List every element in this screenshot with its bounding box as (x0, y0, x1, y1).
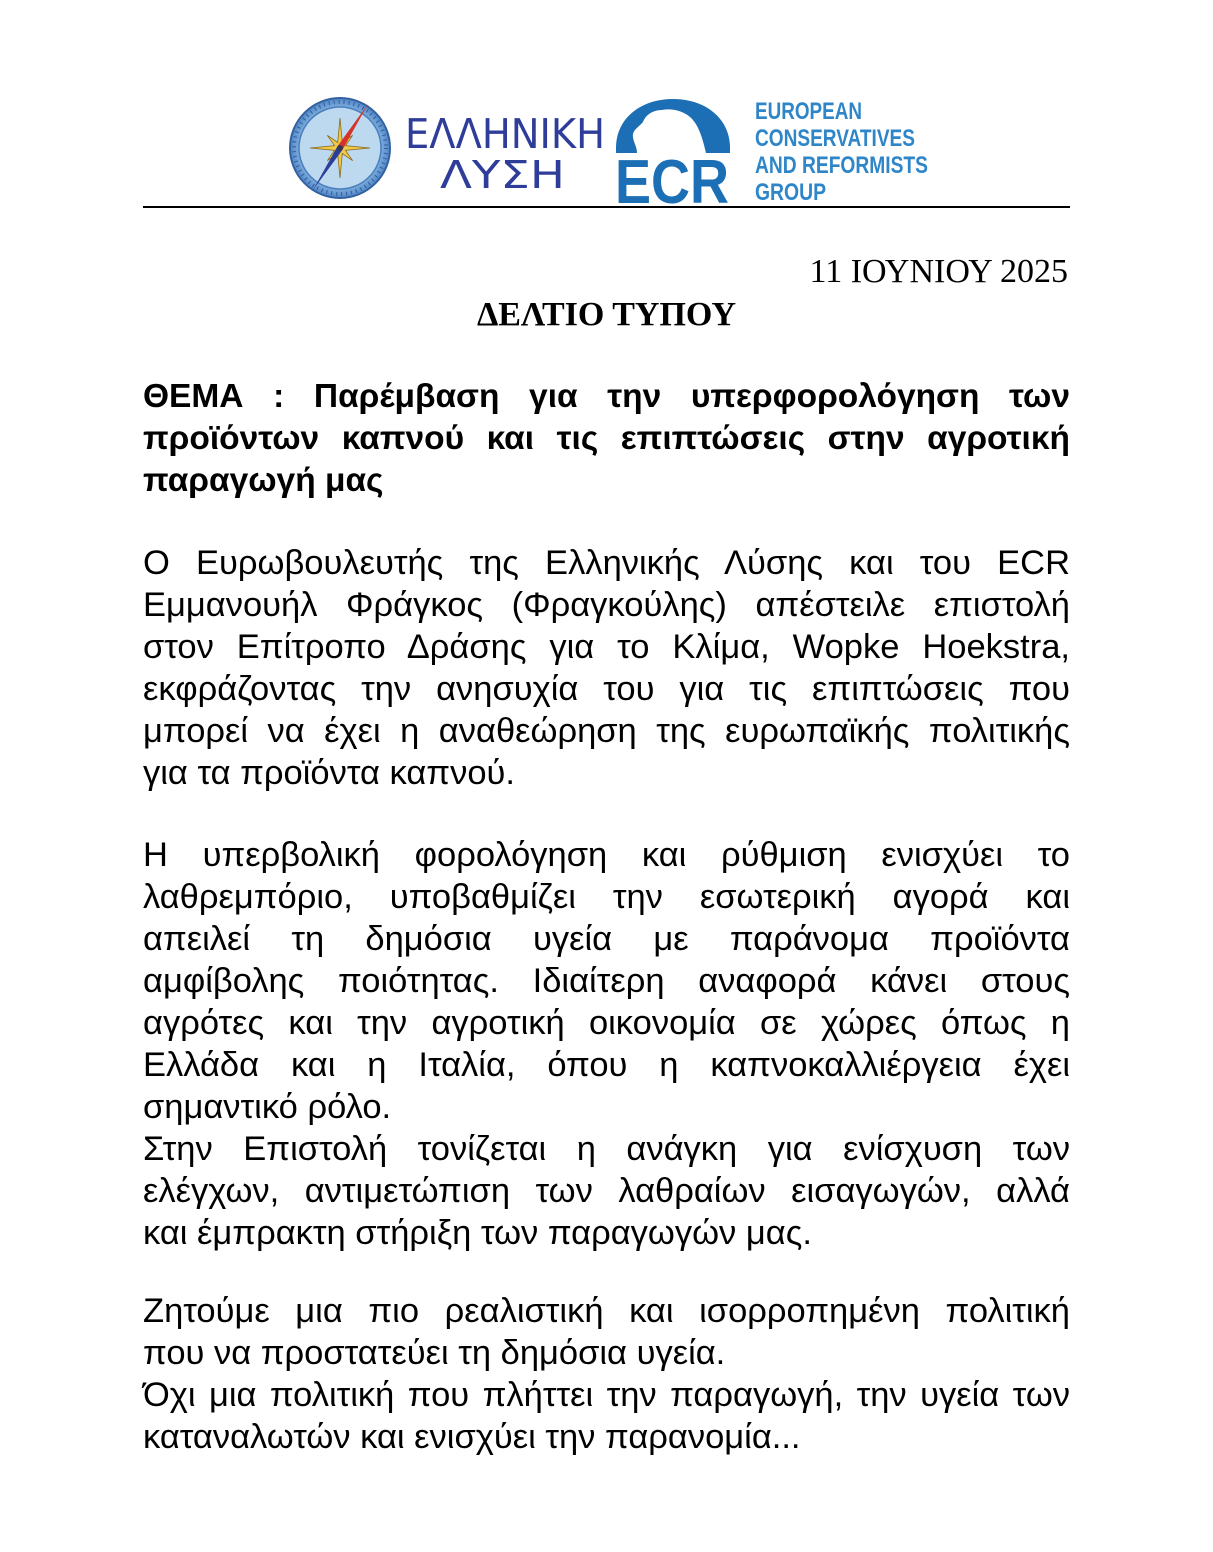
text-line: Στην Επιστολή τονίζεται η ανάγκη για ενίσχυση των (143, 1130, 1070, 1168)
ecr-name-line: GROUP (755, 179, 826, 206)
text-line: λαθρεμπόριο, υποβαθμίζει την εσωτερική αγορά και (143, 878, 1070, 916)
subject-line: παραγωγή μας (143, 462, 384, 499)
paragraph-2-3 (143, 834, 1070, 1254)
document-title: ΔΕΛΤΙΟ ΤΥΠΟΥ (476, 296, 737, 333)
paragraph-2 (143, 834, 1070, 1128)
text-line: καταναλωτών και ενισχύει την παρανομία... (143, 1418, 801, 1456)
text-line: ελέγχων, αντιμετώπιση των λαθραίων εισαγωγών, αλλά (143, 1172, 1070, 1210)
paragraph-4-5 (143, 1290, 1070, 1458)
ecr-name-line: EUROPEAN (755, 98, 862, 125)
text-line: Ζητούμε μια πιο ρεαλιστική και ισορροπημένη πολιτική (143, 1292, 1070, 1330)
ecr-abbreviation: ECR (615, 148, 729, 215)
text-line: που να προστατεύει τη δημόσια υγεία. (143, 1334, 726, 1372)
text-line: Ελλάδα και η Ιταλία, όπου η καπνοκαλλιέργεια έχει (143, 1046, 1070, 1084)
subject-line: ΘΕΜΑ : Παρέμβαση για την υπερφορολόγηση των (143, 378, 1070, 415)
party-name-line1: ΕΛΛΗΝΙΚΗ (405, 110, 605, 158)
text-line: απειλεί τη δημόσια υγεία με παράνομα προϊόντα (143, 920, 1070, 958)
text-line: και έμπρακτη στήριξη των παραγωγών μας. (143, 1214, 812, 1252)
text-line: Εμμανουήλ Φράγκος (Φραγκούλης) απέστειλε επιστολή (143, 586, 1070, 624)
paragraph-1 (143, 542, 1070, 794)
party-name-line2: ΛΥΣΗ (440, 153, 565, 197)
subject-heading (143, 376, 1070, 502)
compass-logo-icon (290, 98, 390, 198)
subject-line: προϊόντων καπνού και τις επιπτώσεις στην αγροτική (143, 420, 1070, 457)
text-line: Ο Ευρωβουλευτής της Ελληνικής Λύσης και του ECR (143, 544, 1070, 582)
ecr-name-line: AND REFORMISTS (755, 152, 928, 179)
text-line: Η υπερβολική φορολόγηση και ρύθμιση ενισχύει το (143, 836, 1070, 874)
paragraph-5 (143, 1374, 1070, 1458)
release-date: 11 ΙΟΥΝΙΟΥ 2025 (809, 253, 1068, 290)
letterhead (0, 0, 1213, 215)
paragraph-4 (143, 1290, 1070, 1374)
text-line: στον Επίτροπο Δράσης για το Κλίμα, Wopke Hoekstra, (143, 628, 1070, 666)
paragraph-3 (143, 1128, 1070, 1254)
text-line: σημαντικό ρόλο. (143, 1088, 392, 1126)
text-line: Όχι μια πολιτική που πλήττει την παραγωγή, την υγεία των (143, 1376, 1070, 1414)
text-line: εκφράζοντας την ανησυχία του για τις επιπτώσεις που (143, 670, 1070, 708)
text-line: μπορεί να έχει η αναθεώρηση της ευρωπαϊκής πολιτικής (143, 712, 1070, 750)
text-line: αμφίβολης ποιότητας. Ιδιαίτερη αναφορά κάνει στους (143, 962, 1070, 1000)
text-line: αγρότες και την αγροτική οικονομία σε χώρες όπως η (143, 1004, 1070, 1042)
ecr-name-line: CONSERVATIVES (755, 125, 915, 152)
text-line: για τα προϊόντα καπνού. (143, 754, 515, 792)
ecr-lion-logo-icon (616, 99, 730, 153)
